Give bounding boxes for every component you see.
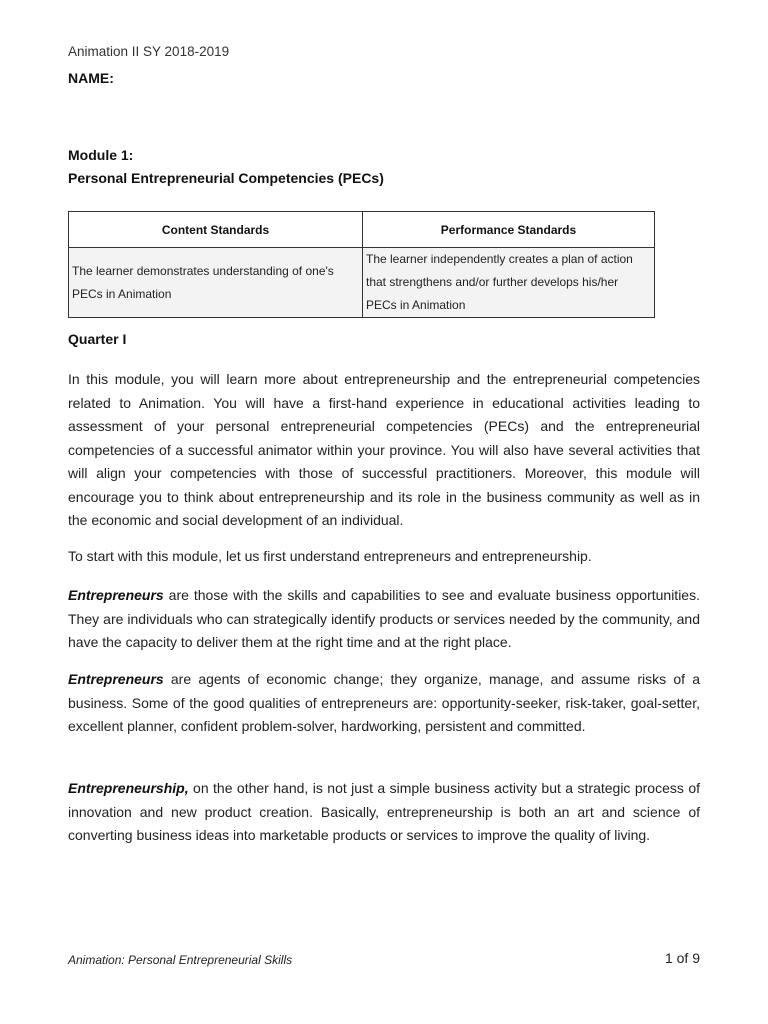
- entrepreneurship-definition: [68, 777, 700, 848]
- page-number: 1 of 9: [664, 950, 700, 966]
- definition-text: are agents of economic change; they organize, manage, and assume risks of a business. Some of the good qualities of entrepreneurs are: opportunity-seeker, risk-taker, goal-setter, excellent planner, confident problem-solver, hardworking, persistent and committed.: [68, 671, 700, 734]
- quarter-heading: Quarter I: [68, 331, 127, 347]
- performance-standard-cell: The learner independently creates a plan of action that strengthens and/or further develops his/her PECs in Animation: [363, 248, 655, 318]
- table-row: [69, 248, 655, 318]
- table-header-row: [69, 212, 655, 248]
- performance-standards-header: Performance Standards: [363, 212, 655, 248]
- module-number: Module 1:: [68, 147, 134, 163]
- term-entrepreneurs: Entrepreneurs: [68, 587, 164, 603]
- intro-paragraph: In this module, you will learn more about entrepreneurship and the entrepreneurial competencies related to Animation. You will have a first-hand experience in educational activities leading to assessment of your personal entrepreneurial competencies (PECs) and the entrepreneurial competencies of a successful animator within your province. You will also have several activities that will align your competencies with those of successful practitioners. Moreover, this module will encourage you to think about entrepreneurship and its role in the business community as well as in the economic and social development of an individual.: [68, 371, 700, 528]
- content-standards-header: Content Standards: [69, 212, 363, 248]
- definition-text: on the other hand, is not just a simple business activity but a strategic process of innovation and new product creation. Basically, entrepreneurship is both an art and science of converting business ideas into marketable products or services to improve the quality of living.: [68, 780, 700, 843]
- term-entrepreneurship: Entrepreneurship,: [68, 780, 189, 796]
- entrepreneurs-definition-1: [68, 584, 700, 655]
- content-standard-cell: The learner demonstrates understanding of one's PECs in Animation: [69, 248, 363, 318]
- footer-subject: Animation: Personal Entrepreneurial Skills: [68, 953, 293, 967]
- definition-text: are those with the skills and capabilities to see and evaluate business opportunities. They are individuals who can strategically identify products or services needed by the community, and have the capacity to deliver them at the right time and at the right place.: [68, 587, 700, 650]
- standards-table: [68, 211, 655, 318]
- entrepreneurs-definition-2: [68, 668, 700, 739]
- module-title: Personal Entrepreneurial Competencies (PECs): [68, 170, 384, 186]
- name-label: NAME:: [68, 70, 114, 86]
- start-paragraph: To start with this module, let us first understand entrepreneurs and entrepreneurship.: [68, 548, 592, 564]
- course-header: Animation II SY 2018-2019: [68, 44, 230, 59]
- term-entrepreneurs: Entrepreneurs: [68, 671, 164, 687]
